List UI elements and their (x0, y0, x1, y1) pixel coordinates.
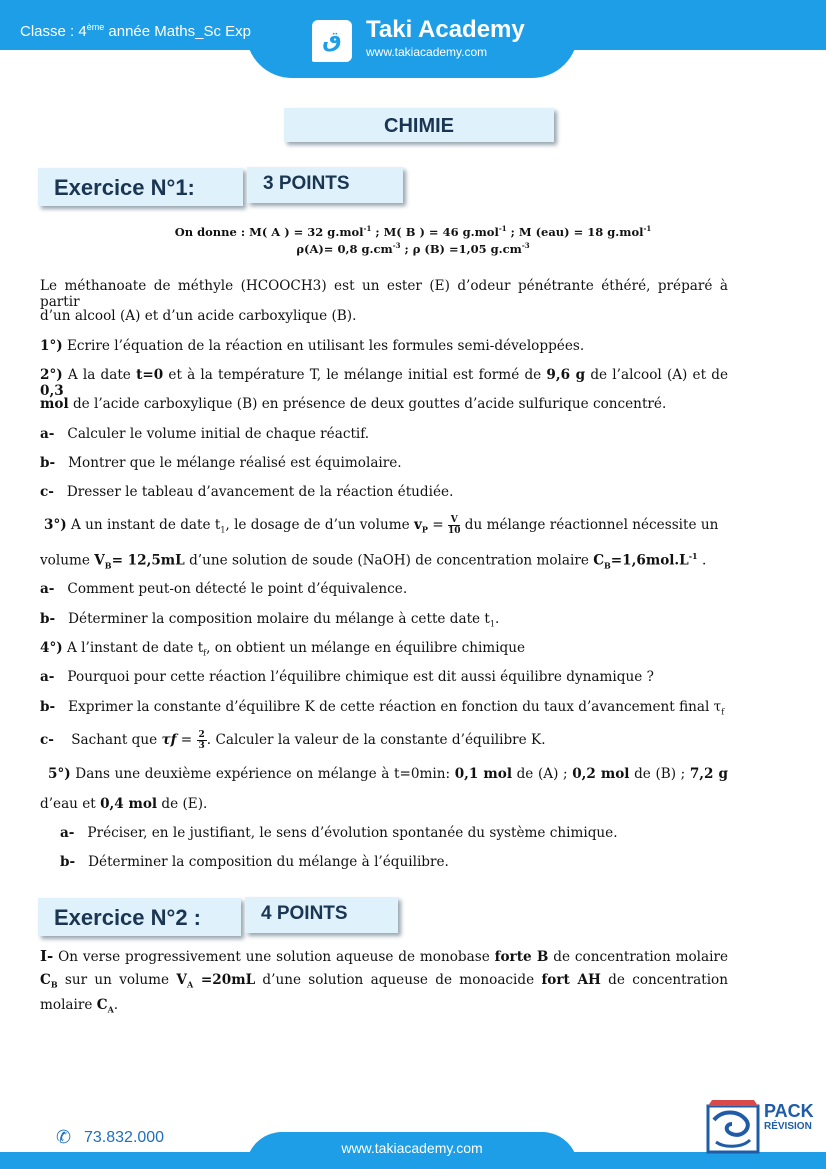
question-2c: c- Dresser le tableau d’avancement de la réaction étudiée. (40, 484, 454, 500)
question-3a: a- Comment peut-on détecté le point d’équivalence. (40, 581, 408, 597)
exercise2-line-2: $C_B$ sur un volume $V_A =20mL$ d’une solution aqueuse de monoacide fort AH de concentration (40, 972, 728, 990)
question-1: 1°) Ecrire l’équation de la réaction en utilisant les formules semi-développées. (40, 338, 585, 354)
taki-logo-icon: ق (312, 20, 352, 62)
question-5a: a- Préciser, en le justifiant, le sens d’évolution spontanée du système chimique. (60, 825, 618, 841)
exercise2-points: 4 POINTS (245, 897, 398, 933)
phone-icon: ✆ (56, 1127, 72, 1148)
question-2-line-1: 2°) A la date t=0 et à la température T, le mélange initial est formé de 9,6 g de l’alcool (A) et de 0,3 (40, 367, 729, 399)
question-3b: b- Déterminer la composition molaire du mélange à cette date $t_1$. (40, 611, 500, 629)
fraction-2-over-3: $\frac{2}{3}$ (198, 730, 205, 751)
question-2a: a- Calculer le volume initial de chaque réactif. (40, 426, 370, 442)
question-4c: c- Sachant que τf = $\frac{2}{3}$ . Calculer la valeur de la constante d’équilibre K. (40, 730, 546, 751)
intro-line-2: d’un alcool (A) et d’un acide carboxylique (B). (40, 308, 357, 324)
class-label: Classe : 4ème année Maths_Sc Exp (20, 22, 251, 40)
question-2b: b- Montrer que le mélange réalisé est équimolaire. (40, 455, 402, 471)
question-5-line-2: d’eau et 0,4 mol de (E). (40, 796, 208, 812)
phone-number[interactable]: 73.832.000 (84, 1129, 165, 1146)
exercise1-points: 3 POINTS (247, 167, 403, 203)
exercise1-title: Exercice N°1: (38, 168, 243, 206)
question-4: 4°) A l’instant de date $t_f$, on obtient un mélange en équilibre chimique (40, 640, 526, 658)
exercise2-title: Exercice N°2 : (38, 898, 241, 936)
exercise2-line-3: molaire $C_A$. (40, 997, 119, 1015)
given-data-line-1: On donne : M( A ) = 32 g.mol$^{-1}$ ; M( B ) = 46 g.mol$^{-1}$ ; M (eau) = 18 g.mol$^{-1}$ (174, 224, 652, 239)
section-title: CHIMIE (284, 108, 554, 142)
given-data-line-2: ρ(A)= 0,8 $g.cm^{-3}$ ; ρ (B) =1,05 $g.cm^{-3}$ (296, 241, 530, 256)
footer-url[interactable]: www.takiacademy.com (341, 1140, 483, 1156)
question-5b: b- Déterminer la composition du mélange à l’équilibre. (60, 854, 449, 870)
question-5-line-1: 5°) Dans une deuxième expérience on mélange à t=0min: 0,1 mol de (A) ; 0,2 mol de (B) ; 7,2 g (48, 766, 729, 782)
brand-url[interactable]: www.takiacademy.com (366, 45, 488, 59)
pack-revision-label: PACK RÉVISION (764, 1101, 814, 1132)
question-2-line-2: mol de l’acide carboxylique (B) en présence de deux gouttes d’acide sulfurique concentré. (40, 396, 667, 412)
exercise2-line-1: I- On verse progressivement une solution aqueuse de monobase forte B de concentration molaire (40, 947, 728, 965)
question-4b: b- Exprimer la constante d’équilibre K de cette réaction en fonction du taux d’avancement final $\tau_f$ (40, 699, 725, 717)
question-3-line-2: volume $V_B= 12,5mL$ d’une solution de soude (NaOH) de concentration molaire $C_B=1,6mol.L^{-1}$ . (40, 551, 707, 571)
question-3-line-1: 3°) A un instant de date $t_1$, le dosage de d’un volume $v_P$ = $\frac{V}{10}$ du mélange réactionnel nécessite un (44, 515, 719, 536)
question-4a: a- Pourquoi pour cette réaction l’équilibre chimique est dit aussi équilibre dynamique ? (40, 669, 654, 685)
fraction-v-over-10: $\frac{V}{10}$ (447, 515, 461, 536)
intro-line-1: Le méthanoate de méthyle (HCOOCH3) est un ester (E) d’odeur pénétrante éthéré, préparé à partir (40, 278, 728, 310)
brand-name: Taki Academy (366, 16, 525, 43)
